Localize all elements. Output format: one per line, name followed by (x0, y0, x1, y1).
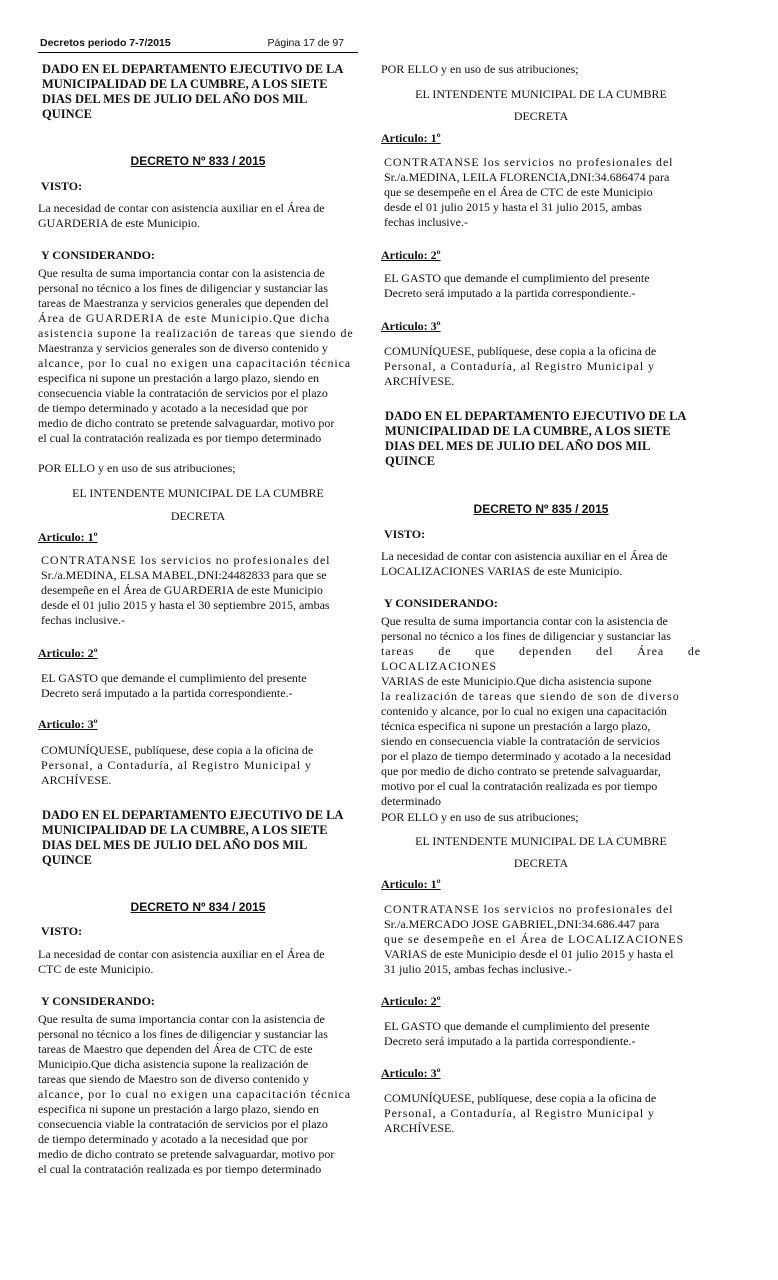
text-line: fechas inclusive.- (384, 215, 468, 229)
text-line: Decreto será imputado a la partida correspondiente.- (384, 286, 636, 300)
por-ello-text: POR ELLO y en uso de sus atribuciones; (381, 810, 579, 824)
dado-line: QUINCE (42, 107, 93, 121)
text-line: ARCHÍVESE. (384, 1121, 455, 1135)
text-line: que se desempeñe en el Área de LOCALIZACIONES (384, 932, 685, 946)
text-line: por el plazo de tiempo determinado y acotado a la necesidad (381, 749, 671, 763)
dado-line: DADO EN EL DEPARTAMENTO EJECUTIVO DE LA (42, 808, 344, 822)
text-line: GUARDERIA de este Municipio. (38, 216, 200, 230)
text-line: Personal, a Contaduría, al Registro Municipal y (384, 359, 655, 373)
decree-833-title: DECRETO Nº 833 / 2015 (130, 154, 266, 168)
article-1-text (381, 155, 704, 230)
text-line: asistencia supone la realización de tareas que siendo de (38, 326, 354, 340)
article-3-text (381, 1091, 704, 1136)
text-line: alcance, por lo cual no exigen una capacitación técnica (38, 1087, 352, 1101)
por-ello-text: POR ELLO y en uso de sus atribuciones; (38, 461, 236, 475)
dado-closing-block (38, 808, 362, 868)
text-line: Que resulta de suma importancia contar con la asistencia de (381, 614, 668, 628)
considerando-label: Y CONSIDERANDO: (384, 596, 498, 610)
visto-label: VISTO: (41, 179, 83, 193)
text-line: VARIAS de este Municipio.Que dicha asistencia supone (381, 674, 652, 688)
text-line: técnica especifica ni supone un prestación a largo plazo, (381, 719, 651, 733)
intendente-heading: EL INTENDENTE MUNICIPAL DE LA CUMBRE (415, 834, 667, 848)
considerando-text (381, 614, 701, 809)
visto-text (38, 201, 358, 231)
article-1-text (381, 902, 704, 977)
text-line: COMUNÍQUESE, publíquese, dese copia a la oficina de (384, 344, 657, 358)
dado-line: MUNICIPALIDAD DE LA CUMBRE, A LOS SIETE (385, 424, 671, 438)
text-line: desde el 01 julio 2015 y hasta el 31 julio 2015, ambas (384, 200, 642, 214)
decreta-heading: DECRETA (513, 109, 569, 123)
decreta-heading: DECRETA (513, 856, 569, 870)
article-2-label: Articulo: 2º (381, 994, 441, 1008)
text-line: Decreto será imputado a la partida correspondiente.- (384, 1034, 636, 1048)
text-line: especifica ni supone un prestación a largo plazo, siendo en (38, 371, 320, 385)
article-1-text (38, 553, 361, 628)
text-line: La necesidad de contar con asistencia auxiliar en el Área de (38, 947, 325, 961)
text-line: el cual la contratación realizada es por tiempo determinado (38, 431, 322, 445)
text-line: de tiempo determinado y acotado a la necesidad que por (38, 401, 308, 415)
intendente-heading: EL INTENDENTE MUNICIPAL DE LA CUMBRE (72, 486, 324, 500)
visto-label: VISTO: (41, 924, 83, 938)
text-line: la realización de tareas que siendo de son de diverso (381, 689, 680, 703)
text-line: LOCALIZACIONES VARIAS de este Municipio. (381, 564, 623, 578)
text-line: contenido y alcance, por lo cual no exigen una capacitación (381, 704, 667, 718)
page-header (38, 34, 358, 53)
text-line: de tiempo determinado y acotado a la necesidad que por (38, 1132, 308, 1146)
text-line: EL GASTO que demande el cumplimiento del presente (384, 1019, 650, 1033)
text-line: ARCHÍVESE. (41, 773, 112, 787)
article-1-label: Articulo: 1º (381, 131, 441, 145)
text-line: determinado (381, 794, 441, 808)
text-line: siendo en consecuencia viable la contratación de servicios (381, 734, 660, 748)
text-line: tareas de Maestro que dependen del Área de CTC de este (38, 1042, 313, 1056)
visto-text (381, 549, 701, 579)
text-line: Sr./a.MEDINA, ELSA MABEL,DNI:24482833 para que se (41, 568, 327, 582)
considerando-text (38, 1012, 358, 1177)
article-1-label: Articulo: 1º (381, 877, 441, 891)
considerando-text (38, 266, 358, 446)
text-line: Maestranza y servicios generales son de diverso contenido y (38, 341, 328, 355)
text-line: Municipio.Que dicha asistencia supone la realización de (38, 1057, 309, 1071)
dado-line: DADO EN EL DEPARTAMENTO EJECUTIVO DE LA (42, 62, 344, 76)
dado-line: DADO EN EL DEPARTAMENTO EJECUTIVO DE LA (385, 409, 687, 423)
visto-label: VISTO: (384, 527, 426, 541)
article-2-label: Articulo: 2º (381, 248, 441, 262)
text-line: Personal, a Contaduría, al Registro Municipal y (41, 758, 312, 772)
article-3-text (38, 743, 361, 788)
text-line: motivo por el cual la contratación realizada es por tiempo (381, 779, 658, 793)
por-ello-text: POR ELLO y en uso de sus atribuciones; (381, 62, 579, 76)
text-line: tareas de que dependen del Área de LOCALIZACIONES (381, 644, 701, 673)
article-2-label: Articulo: 2º (38, 646, 98, 660)
text-line: alcance, por lo cual no exigen una capacitación técnica (38, 356, 352, 370)
dado-line: MUNICIPALIDAD DE LA CUMBRE, A LOS SIETE (42, 77, 328, 91)
text-line: personal no técnico a los fines de diligenciar y sustanciar las (381, 629, 671, 643)
text-line: CONTRATANSE los servicios no profesionales del (384, 155, 674, 169)
text-line: VARIAS de este Municipio desde el 01 julio 2015 y hasta el (384, 947, 674, 961)
visto-text (38, 947, 358, 977)
considerando-label: Y CONSIDERANDO: (41, 248, 155, 262)
text-line: CONTRATANSE los servicios no profesionales del (41, 553, 331, 567)
text-line: Personal, a Contaduría, al Registro Municipal y (384, 1106, 655, 1120)
article-3-label: Articulo: 3º (381, 319, 441, 333)
decree-835-title: DECRETO Nº 835 / 2015 (473, 502, 609, 516)
text-line: consecuencia viable la contratación de servicios por el plazo (38, 386, 328, 400)
text-line: desempeñe en el Área de GUARDERIA de este Municipio (41, 583, 323, 597)
article-3-label: Articulo: 3º (381, 1066, 441, 1080)
text-line: EL GASTO que demande el cumplimiento del presente (41, 671, 307, 685)
text-line: CTC de este Municipio. (38, 962, 154, 976)
dado-line: QUINCE (385, 454, 436, 468)
text-line: CONTRATANSE los servicios no profesionales del (384, 902, 674, 916)
dado-line: DIAS DEL MES DE JULIO DEL AÑO DOS MIL (42, 838, 308, 852)
text-line: tareas que siendo de Maestro son de diverso contenido y (38, 1072, 309, 1086)
text-line: La necesidad de contar con asistencia auxiliar en el Área de (381, 549, 668, 563)
dado-line: DIAS DEL MES DE JULIO DEL AÑO DOS MIL (385, 439, 651, 453)
text-line: consecuencia viable la contratación de servicios por el plazo (38, 1117, 328, 1131)
text-line: Sr./a.MERCADO JOSE GABRIEL,DNI:34.686.447 para (384, 917, 660, 931)
text-line: personal no técnico a los fines de diligenciar y sustanciar las (38, 281, 328, 295)
text-line: medio de dicho contrato se pretende salvaguardar, motivo por (38, 416, 335, 430)
dado-line: DIAS DEL MES DE JULIO DEL AÑO DOS MIL (42, 92, 308, 106)
article-3-label: Articulo: 3º (38, 717, 98, 731)
article-2-text (381, 1019, 704, 1049)
dado-line: MUNICIPALIDAD DE LA CUMBRE, A LOS SIETE (42, 823, 328, 837)
text-line: Que resulta de suma importancia contar con la asistencia de (38, 266, 325, 280)
text-line: fechas inclusive.- (41, 613, 125, 627)
dado-closing-block (38, 62, 362, 122)
text-line: Decreto será imputado a la partida correspondiente.- (41, 686, 293, 700)
article-2-text (38, 671, 361, 701)
considerando-label: Y CONSIDERANDO: (41, 994, 155, 1008)
text-line: La necesidad de contar con asistencia auxiliar en el Área de (38, 201, 325, 215)
text-line: Área de GUARDERIA de este Municipio.Que dicha (38, 311, 331, 325)
text-line: que se desempeñe en el Área de CTC de este Municipio (384, 185, 653, 199)
text-line: Sr./a.MEDINA, LEILA FLORENCIA,DNI:34.686474 para (384, 170, 670, 184)
text-line: el cual la contratación realizada es por tiempo determinado (38, 1162, 322, 1176)
text-line: que por medio de dicho contrato se pretende salvaguardar, (381, 764, 661, 778)
text-line: especifica ni supone un prestación a largo plazo, siendo en (38, 1102, 320, 1116)
dado-line: QUINCE (42, 853, 93, 867)
text-line: Que resulta de suma importancia contar con la asistencia de (38, 1012, 325, 1026)
text-line: medio de dicho contrato se pretende salvaguardar, motivo por (38, 1147, 335, 1161)
text-line: EL GASTO que demande el cumplimiento del presente (384, 271, 650, 285)
intendente-heading: EL INTENDENTE MUNICIPAL DE LA CUMBRE (415, 87, 667, 101)
dado-closing-block (381, 409, 705, 469)
header-period: Decretos periodo 7-7/2015 (40, 37, 171, 49)
text-line: tareas de Maestranza y servicios generales que dependen del (38, 296, 329, 310)
text-line: personal no técnico a los fines de diligenciar y sustanciar las (38, 1027, 328, 1041)
text-line: 31 julio 2015, ambas fechas inclusive.- (384, 962, 572, 976)
text-line: COMUNÍQUESE, publíquese, dese copia a la oficina de (41, 743, 314, 757)
decreta-heading: DECRETA (170, 509, 226, 523)
decree-834-title: DECRETO Nº 834 / 2015 (130, 900, 266, 914)
text-line: COMUNÍQUESE, publíquese, dese copia a la oficina de (384, 1091, 657, 1105)
article-1-label: Articulo: 1º (38, 530, 98, 544)
article-3-text (381, 344, 704, 389)
text-line: ARCHÍVESE. (384, 374, 455, 388)
text-line: desde el 01 julio 2015 y hasta el 30 septiembre 2015, ambas (41, 598, 330, 612)
article-2-text (381, 271, 704, 301)
header-page-number: Página 17 de 97 (267, 37, 344, 49)
